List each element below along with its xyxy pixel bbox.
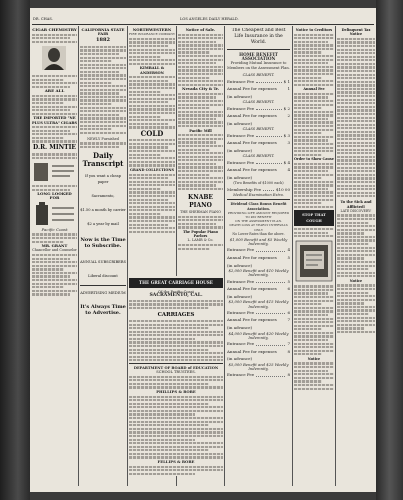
fee-row: Entrance Fee $ 4 xyxy=(227,159,290,165)
benefit-5000: $5,000 Benefit and $25 Weekly Indemnity, xyxy=(228,361,289,371)
col2-always-time: It's Always Time to Advertise. xyxy=(80,304,126,317)
fee-row: Annual Fee for expenses (in advance) 1 xyxy=(227,86,290,99)
board-education: DEPARTMENT OF BOARD of EDUCATION xyxy=(133,365,219,370)
col2-line-month: $1.50 a month by carrier xyxy=(80,208,126,213)
two-benefits-note: (Two Benefits of $1000 each) xyxy=(233,181,284,186)
carriage-pacific: Of the Pacific Coast xyxy=(158,290,194,294)
fee-row: Annual Fee for expenses (in advance) 2 xyxy=(227,113,290,126)
col1-head-mr-grant: MR. GRANT xyxy=(41,243,68,249)
fee-row: Entrance Fee 7 xyxy=(227,340,290,346)
col1-chancellor: Chancellor and Counselor xyxy=(32,248,77,253)
column-rule xyxy=(335,26,336,486)
col7-late-discovery: LATE DISCOVERY! xyxy=(340,208,372,213)
fee-row: Entrance Fee $ 1 xyxy=(227,78,290,84)
column-5-insurance xyxy=(227,28,290,486)
class-benefit-2: CLASS BENEFIT. xyxy=(242,100,275,105)
col1-name-mintie: D.R. MINTIE xyxy=(32,143,77,151)
medicine-bottle-illustration xyxy=(32,201,76,227)
column-1 xyxy=(32,28,77,486)
col2-line-cheap: If you want a cheap paper xyxy=(85,174,121,185)
col3-head-grand: GRAND COLLECTIONS xyxy=(130,167,174,172)
home-benefit-sub: Providing Mutual Insurance to Members on the Assessment Plan. xyxy=(227,61,290,71)
assessment-plan: ON THE ASSESSMENT PLAN. xyxy=(235,219,282,224)
column-rule xyxy=(224,26,225,486)
masthead-left: DR. CHAS. xyxy=(33,17,53,21)
fee-row: Annual Fee for expenses (in advance) 4 xyxy=(227,167,290,180)
column-rule xyxy=(78,26,79,486)
class-benefit-3: CLASS BENEFIT. xyxy=(242,127,275,132)
fee-row: Annual Fee for expenses (in advance) 5 xyxy=(227,254,290,268)
fee-row: Entrance Fee 4 xyxy=(227,247,290,253)
masthead-rule xyxy=(32,24,374,25)
col1-head-are-all: ARE ALL xyxy=(44,88,65,94)
col6-head-notice: Notice xyxy=(307,356,321,361)
col2-line-sacramento: Sacramento, xyxy=(91,194,115,199)
col2-now-is-the-time: Now is the Time to Subscribe. xyxy=(80,237,126,250)
masthead-center: LOS ANGELES DAILY HERALD. xyxy=(180,17,239,21)
col7-head-tax: Delinquent Tax Notice xyxy=(341,28,371,37)
col3-head-cold: COLD xyxy=(140,128,164,138)
stop-that-cough: STOP THAT COUGH xyxy=(294,210,334,226)
col3-head-kimball: KIMBALL & ANDERSON xyxy=(139,66,165,75)
column-7 xyxy=(337,28,375,486)
benefit-4000: $4,000 Benefit and $20 Weekly Indemnity, xyxy=(228,330,289,340)
fee-row: Entrance Fee 6 xyxy=(227,309,290,315)
fee-row: Annual Fee for expenses (in advance) 7 xyxy=(227,317,290,330)
col6-head-annual-fee: Annual Fee xyxy=(303,87,325,92)
col1-head-long-looked: LONG LOOKED FOR xyxy=(37,191,72,201)
benefit-1000: $1,000 Benefit and $5 Weekly Indemnity, xyxy=(229,236,288,247)
col4-head-notice-sale: Notice of Sale. xyxy=(185,28,216,32)
carriage-house-banner: THE GREAT CARRIAGE HOUSE xyxy=(129,278,223,288)
assessment-line: PROVIDING LIFE AMOUNT REQUIRED TO PAY BENEFIT xyxy=(227,210,290,219)
column-rule xyxy=(127,26,128,486)
fee-row: Entrance Fee $ 3 xyxy=(227,132,290,138)
death-loss: DEATH LOSS AT YEARLY INTERVALS ONLY xyxy=(229,223,288,232)
col4-head-knabe: KNABE PIANO xyxy=(188,194,213,210)
dividend-class: Dividend Class Bonus Benefit Association. xyxy=(230,202,287,211)
col2-newly-furnished: NEWLY Furnished xyxy=(87,136,119,141)
tax-list xyxy=(337,38,375,198)
col2-head-state-fair: CALIFORNIA STATE FAIR xyxy=(81,28,125,37)
medical-exam: Medical Examination Extra. xyxy=(233,193,284,198)
class-benefit-4: CLASS BENEFIT. xyxy=(242,154,275,159)
col4-head-sherman: THE SHERMAN PIANO xyxy=(180,210,221,215)
school-trustees: SCHOOL TRUSTEES. xyxy=(156,370,196,375)
carriage-house-ad xyxy=(129,276,223,476)
col2-line-year: $2 a year by mail xyxy=(87,222,119,227)
membership-row: Membership Fee $10 00 xyxy=(227,186,290,192)
binder-edge xyxy=(0,0,30,500)
column-2 xyxy=(80,28,126,486)
col2-annual-subscribers: ANNUAL SUBSCRIBERS xyxy=(80,260,126,265)
benefit-2000: $2,000 Benefit and $10 Weekly Indemnity, xyxy=(228,268,289,278)
newspaper-page xyxy=(30,8,376,492)
col1-pacific-coast: Pacific Coast xyxy=(41,226,68,232)
col2-daily-transcript: Daily Transcript xyxy=(82,151,124,169)
phillips-robe: PHILLIPS & ROBE xyxy=(156,388,196,394)
fee-row: Entrance Fee 8 xyxy=(227,372,290,378)
carriage-carriages: CARRIAGES xyxy=(157,311,195,318)
fee-row: Annual Fee for expenses (in advance) 6 xyxy=(227,286,290,299)
cough-remedy-illustration xyxy=(294,239,334,283)
col3-head-northwestern: NORTHWESTERN xyxy=(132,28,172,32)
col2-advertising-medium: ADVERTISING MEDIUM xyxy=(80,291,126,296)
column-rule xyxy=(292,26,293,486)
col4-head-parlors: The Popular Piano Parlors xyxy=(182,230,219,239)
col7-head-sick: To the Sick and Afflicted! xyxy=(340,200,372,209)
fee-row: Annual Fee for expenses (in advance) 3 xyxy=(227,140,290,153)
col4-head-pacific-mill: Pacific Mill xyxy=(189,128,212,133)
col6-head-creditors: Notice to Creditors xyxy=(295,28,333,32)
col6-head-show-cause: Order to Show Cause xyxy=(294,157,334,162)
insurance-headline: The Cheapest and Best Life Insurance in the World. xyxy=(231,28,286,45)
carriage-sacramento: SACRAMENTO, CAL. xyxy=(149,293,203,299)
col2-year: 1882 xyxy=(96,37,110,44)
doctor-portrait xyxy=(32,161,76,183)
home-benefit-title: HOME BENEFIT ASSOCIATION xyxy=(239,52,278,62)
column-6 xyxy=(294,28,334,486)
col1-head-imported: THE IMPORTED "NE PLUS ULTRA" CIGARS xyxy=(32,116,77,125)
fellips-robe: FELLIPS & ROBE xyxy=(157,458,195,464)
col4-lamb: L. LAMB & Co. xyxy=(187,238,214,243)
fee-row: Annual Fee for expenses (in advance) 8 xyxy=(227,348,290,362)
col1-head-cigar: CIGAR CHEMISTRY xyxy=(32,28,77,32)
col7-head-notice: Notice xyxy=(349,278,363,283)
col3-fire-insurance: FIRE INSURANCE COMPANY xyxy=(129,32,175,37)
page-edge-right xyxy=(376,0,403,500)
class-benefit-1: CLASS BENEFIT. xyxy=(242,73,275,78)
col2-liberal-discount: Liberal discount xyxy=(88,274,118,279)
no-lower-rates: No Lower Rates than the above. xyxy=(232,231,285,236)
col4-head-nevada: Nevada City & Tr. xyxy=(181,86,219,92)
portrait-engraving xyxy=(32,44,76,72)
benefit-3000: $3,000 Benefit and $15 Weekly Indemnity, xyxy=(228,299,289,309)
fee-row: Entrance Fee 5 xyxy=(227,278,290,284)
fee-row: Entrance Fee $ 2 xyxy=(227,105,290,111)
